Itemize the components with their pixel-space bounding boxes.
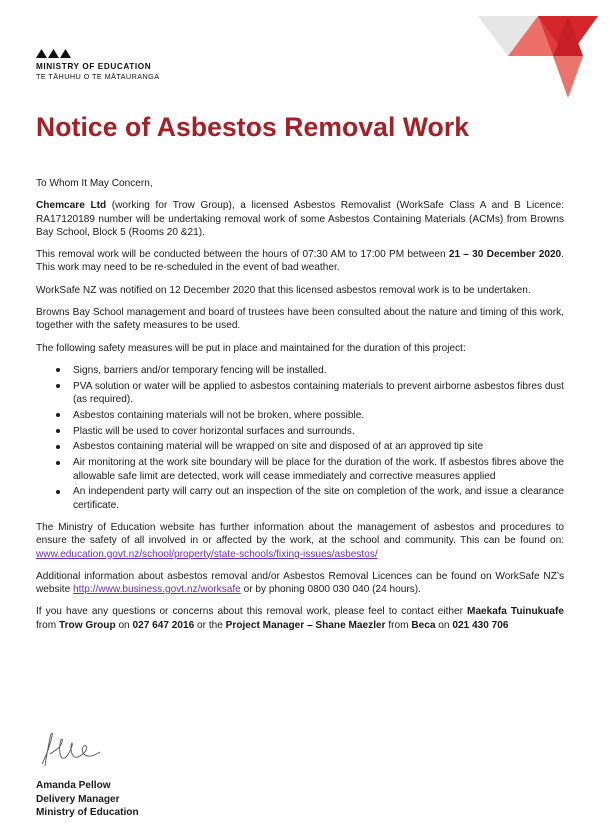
paragraph-contacts (36, 605, 564, 632)
notice-body (36, 177, 564, 641)
worksafe-text: Additional information about asbestos removal and/or Asbestos Removal Licences can be found on WorkSafe NZ’s website (36, 570, 564, 596)
contacts-text: on (115, 619, 133, 631)
list-item: Air monitoring at the work site boundary will be place for the duration of the work. If asbestos fibres above the allowable safe limit are detected, work will cease immediately and corrective measures applied (36, 456, 564, 483)
paragraph-measures-intro: The following safety measures will be put in place and maintained for the duration of this project: (36, 342, 466, 354)
paragraph-notification: WorkSafe NZ was notified on 12 December 2020 that this licensed asbestos removal work is to be undertaken. (36, 284, 531, 296)
paragraph-ministry-info (36, 521, 564, 561)
contacts-text: on (435, 619, 453, 631)
page-title: Notice of Asbestos Removal Work (36, 112, 470, 142)
list-item: Asbestos containing materials will not be broken, where possible. (36, 409, 564, 422)
corner-triangles-icon (478, 16, 598, 98)
contact-name-1: Maekafa Tuinukuafe (467, 606, 564, 618)
paragraph-schedule (36, 248, 564, 275)
org-name-maori: TE TĀHUHU O TE MĀTAURANGA (36, 72, 160, 81)
worksafe-link[interactable]: http://www.business.govt.nz/worksafe (73, 584, 241, 596)
signatory-name: Amanda Pellow (36, 780, 111, 791)
paragraph-worksafe (36, 570, 564, 597)
contact-phone-2: 021 430 706 (452, 619, 509, 631)
ministry-logo (36, 44, 160, 81)
contacts-text: from (36, 619, 59, 631)
signature-icon (36, 726, 106, 770)
contact-company-2: Beca (411, 619, 436, 631)
contact-company-1: Trow Group (59, 619, 116, 631)
list-item: Plastic will be used to cover horizontal surfaces and surrounds. (36, 425, 564, 438)
contacts-text: from (385, 619, 412, 631)
contractor-name: Chemcare Ltd (36, 200, 107, 212)
contractor-details: (working for Trow Group), a licensed Asbestos Removalist (WorkSafe Class A and B Licence: RA17120189 number will be undertaking removal work of some Asbestos Containing Materials (ACMs) from Browns Bay School, Block 5 (Rooms 20 &21). (36, 200, 564, 238)
signatory-org: Ministry of Education (36, 807, 139, 818)
list-item: An independent party will carry out an inspection of the site on completion of the work, and issue a clearance certificate. (36, 485, 564, 512)
contacts-text: or the (194, 619, 226, 631)
org-name: MINISTRY OF EDUCATION (36, 62, 152, 71)
list-item: Signs, barriers and/or temporary fencing will be installed. (36, 364, 564, 377)
ministry-logo-icon (36, 44, 160, 58)
list-item: Asbestos containing material will be wrapped on site and disposed of at an approved tip site (36, 440, 564, 453)
list-item: PVA solution or water will be applied to asbestos containing materials to prevent airborne asbestos fibres dust (as required). (36, 380, 564, 407)
salutation: To Whom It May Concern, (36, 178, 153, 189)
signatory-role: Delivery Manager (36, 793, 120, 805)
worksafe-phone: or by phoning 0800 030 040 (24 hours). (240, 584, 421, 596)
ministry-info-text: The Ministry of Education website has further information about the management of asbestos and procedures to ensure the safety of all involved in or affected by the work, at the school and community. This can be found on: (36, 521, 564, 547)
sign-off-block (36, 779, 139, 820)
contact-name-2: Project Manager – Shane Maezler (225, 619, 386, 631)
contact-phone-1: 027 647 2016 (132, 619, 195, 631)
ministry-asbestos-link[interactable]: www.education.govt.nz/school/property/state-schools/fixing-issues/asbestos/ (36, 548, 378, 560)
paragraph-consultation: Browns Bay School management and board of trustees have been consulted about the nature and timing of this work, together with the safety measures to be used. (36, 307, 564, 332)
schedule-text: This removal work will be conducted between the hours of 07:30 AM to 17:00 PM between (36, 249, 449, 261)
contacts-text: If you have any questions or concerns about this removal work, please feel to contact either (36, 606, 468, 618)
safety-measures-list (36, 364, 564, 512)
schedule-note: . This work may need to be re-scheduled in the event of bad weather. (36, 249, 564, 274)
paragraph-contractor (36, 199, 564, 239)
schedule-dates: 21 – 30 December 2020 (448, 249, 562, 261)
